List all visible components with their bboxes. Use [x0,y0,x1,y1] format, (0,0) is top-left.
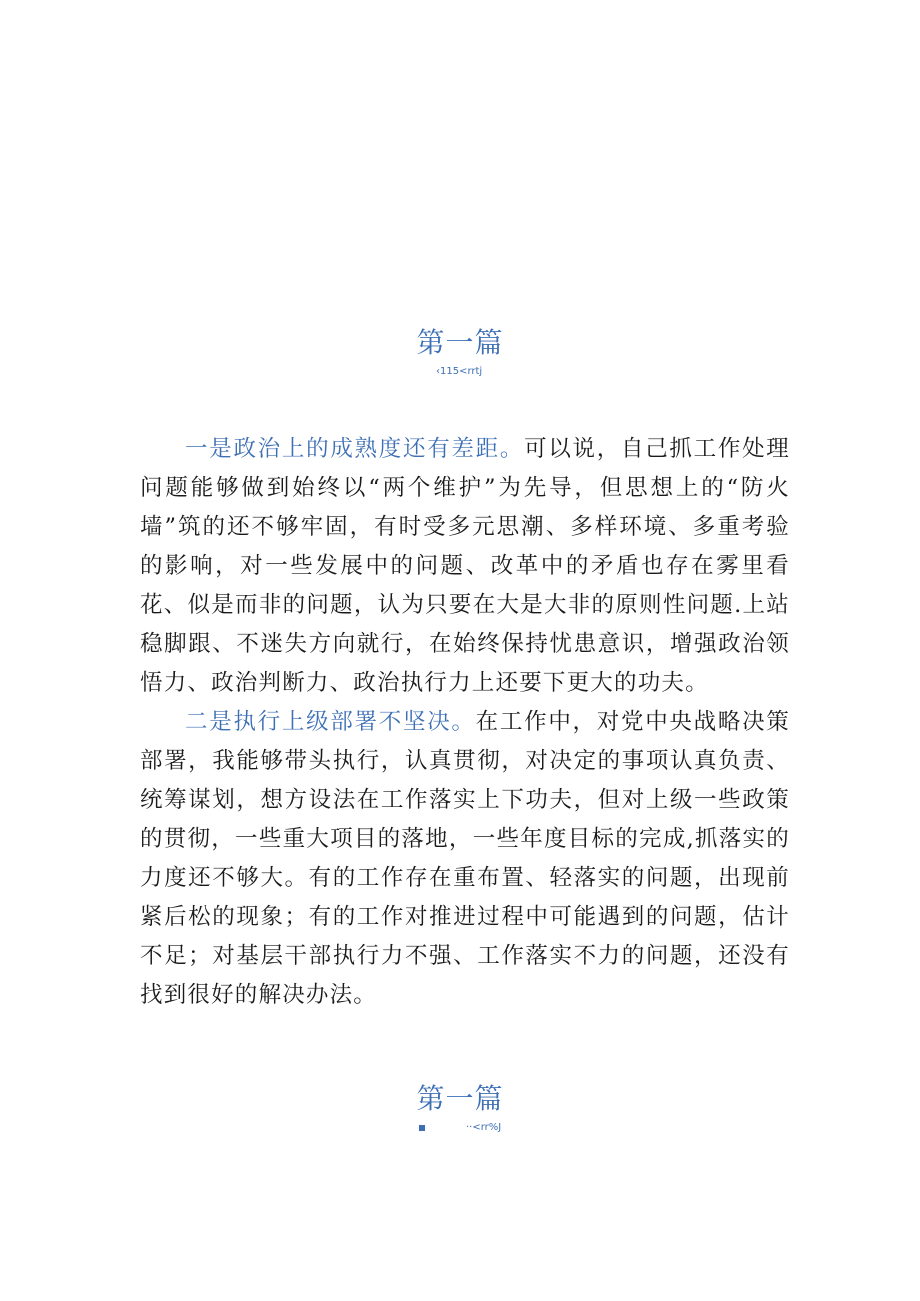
paragraph-lead: 一是政治上的成熟度还有差距。 [185,436,525,462]
paragraph-lead: 二是执行上级部署不坚决。 [185,709,476,735]
section-subtitle-2: ··<rr%J [466,1122,502,1133]
paragraph-1 [140,430,790,703]
paragraph-body: 可以说，自己抓工作处理问题能够做到始终以“两个维护”为先导，但思想上的“防火墙”筑的还不够牢固，有时受多元思潮、多样环境、多重考验的影响，对一些发展中的问题、改革中的矛盾也存在雾里看花、似是而非的问题，认为只要在大是大非的原则性问题.上站稳脚跟、不迷失方向就行，在始终保持忧患意识，增强政治领悟力、政治判断力、政治执行力上还要下更大的功夫。 [140,436,790,696]
body-text [140,430,790,1015]
paragraph-2 [140,703,790,1015]
section-title-1: 第一篇 [416,326,504,359]
paragraph-body: 在工作中，对党中央战略决策部署，我能够带头执行，认真贯彻，对决定的事项认真负责、统筹谋划，想方设法在工作落实上下功夫，但对上级一些政策的贯彻，一些重大项目的落地，一些年度目标的完成,抓落实的力度还不够大。有的工作存在重布置、轻落实的问题，出现前紧后松的现象；有的工作对推进过程中可能遇到的问题，估计不足；对基层干部执行力不强、工作落实不力的问题，还没有找到很好的解决办法。 [140,709,790,1008]
section-subtitle-1: ‹115<rrtj [436,366,483,377]
section-title-2: 第一篇 [416,1082,504,1115]
bullet-square-icon [419,1125,425,1131]
